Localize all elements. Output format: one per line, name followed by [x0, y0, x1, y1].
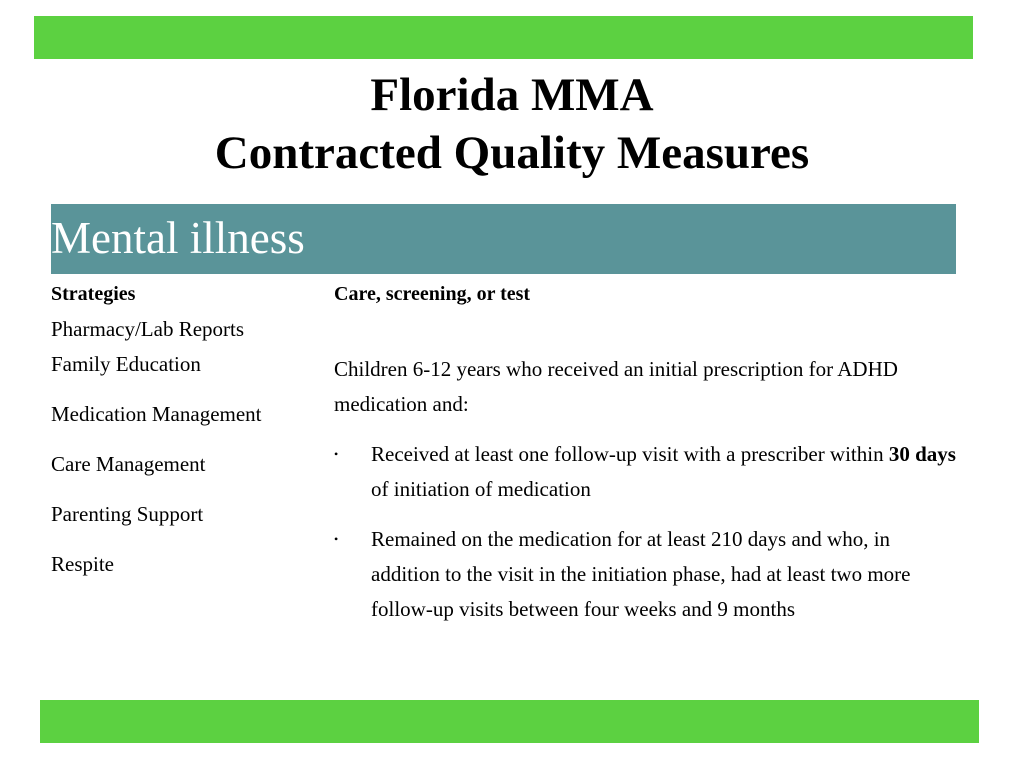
criteria-text: Remained on the medication for at least 210 days and who, in addition to the visit in the initiation phase, had at least two more follow-up visits between four weeks and 9 months — [371, 527, 911, 621]
title-line-1: Florida MMA — [370, 69, 654, 121]
measure-criteria-list — [334, 437, 959, 627]
strategy-item: Pharmacy/Lab Reports — [51, 317, 245, 341]
bottom-accent-bar — [40, 700, 979, 743]
strategy-item: Care Management — [51, 452, 206, 476]
bullet-dot-icon: • — [334, 532, 339, 546]
care-screening-header: Care, screening, or test — [334, 283, 531, 305]
emphasis-duration: 30 days — [888, 442, 956, 466]
measure-intro-text: Children 6-12 years who received an initial prescription for ADHD medication and: — [334, 357, 898, 416]
strategies-column — [51, 282, 321, 576]
strategies-header: Strategies — [51, 283, 136, 305]
criteria-text: Received at least one follow-up visit with a prescriber within 30 days of initiation of medication — [371, 442, 956, 501]
criteria-bullet-item — [334, 437, 959, 507]
strategy-item: Parenting Support — [51, 502, 204, 526]
section-title: Mental illness — [51, 213, 305, 263]
criteria-bullet-item — [334, 522, 959, 627]
strategy-item: Family Education — [51, 352, 201, 376]
strategy-item: Medication Management — [51, 402, 262, 426]
slide-title — [0, 66, 1024, 182]
bullet-dot-icon: • — [334, 447, 339, 461]
section-header-band — [51, 204, 956, 274]
title-line-2: Contracted Quality Measures — [214, 127, 810, 179]
strategy-item: Respite — [51, 552, 114, 576]
top-accent-bar — [34, 16, 973, 59]
care-screening-column — [334, 282, 959, 627]
